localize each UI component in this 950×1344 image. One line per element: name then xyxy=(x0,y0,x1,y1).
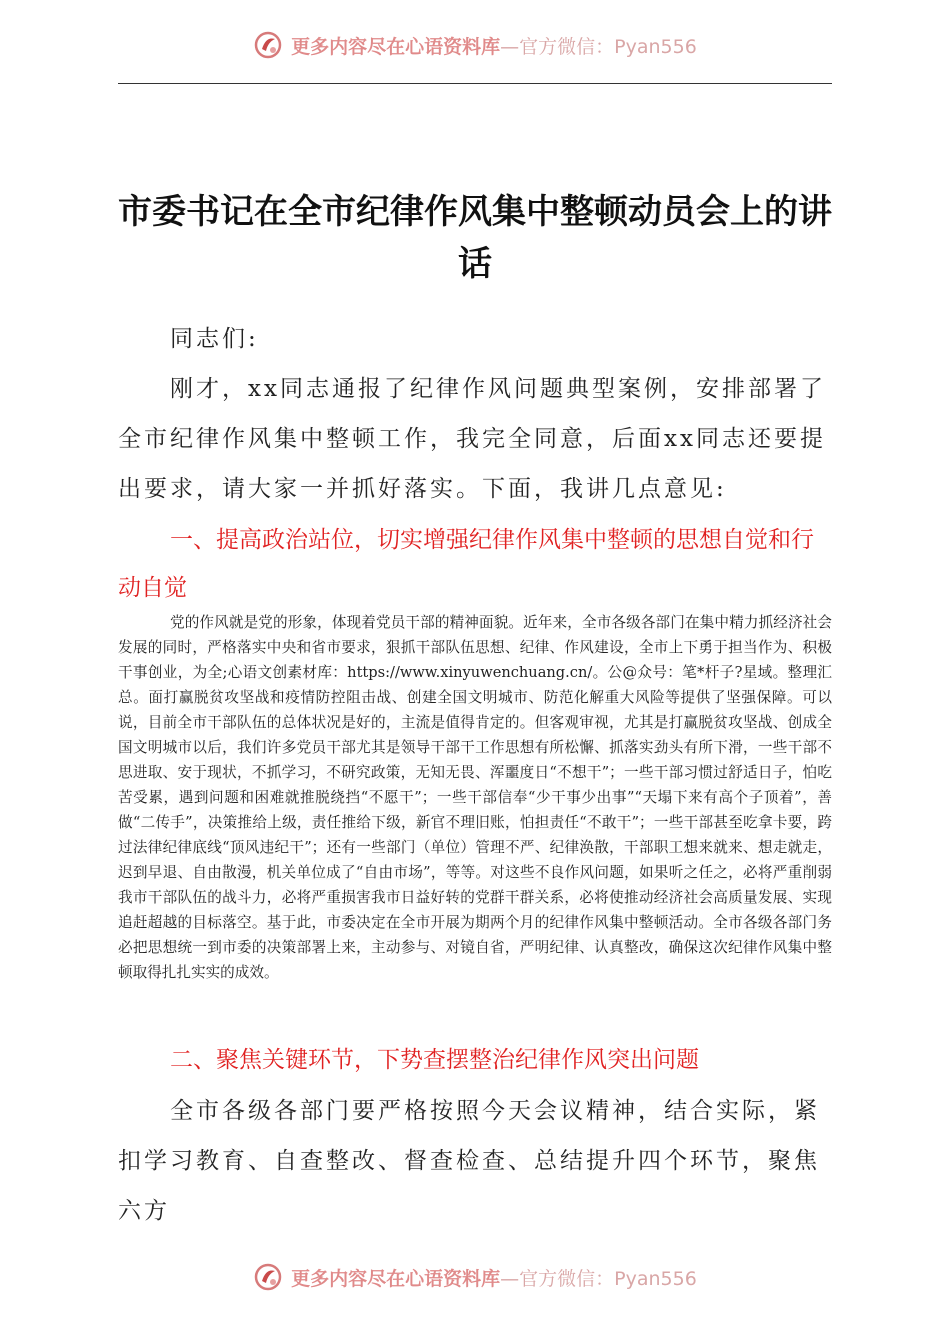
document-title: 市委书记在全市纪律作风集中整顿动员会上的讲话 xyxy=(118,192,832,284)
section-1-heading: 一、提高政治站位，切实增强纪律作风集中整顿的思想自觉和行动自觉 xyxy=(118,527,814,601)
footer-banner-brand: 更多内容尽在心语资料库 xyxy=(291,1267,501,1290)
footer-banner xyxy=(0,1262,950,1292)
header-banner-text xyxy=(291,32,697,59)
header-banner-suffix: —官方微信：Pyan556 xyxy=(500,35,697,58)
header-banner-brand: 更多内容尽在心语资料库 xyxy=(291,35,501,58)
xinyu-logo-icon xyxy=(253,30,283,60)
xinyu-logo-icon xyxy=(253,1262,283,1292)
greeting-text: 同志们: xyxy=(170,326,259,352)
section-2-heading: 二、聚焦关键环节，下势查摆整治纪律作风突出问题 xyxy=(170,1047,699,1073)
header-banner xyxy=(0,30,950,60)
header-divider xyxy=(118,83,832,84)
footer-banner-text xyxy=(291,1264,697,1291)
section-2-body: 全市各级各部门要严格按照今天会议精神，结合实际，紧扣学习教育、自查整改、督查检查、总结提升四个环节，聚焦六方 xyxy=(118,1098,820,1224)
section-1-body: 党的作风就是党的形象，体现着党员干部的精神面貌。近年来，全市各级各部门在集中精力抓经济社会发展的同时，严格落实中央和省市要求，狠抓干部队伍思想、纪律、作风建设，全市上下勇于担当作为、积极干事创业，为全;心语文创素材库：https://www.xinyuwenchuang.cn/。公@众号：笔*杆子?星域。整理汇总。面打赢脱贫攻坚战和疫情防控阻击战、创建全国文明城市、防范化解重大风险等提供了坚强保障。可以说，目前全市干部队伍的总体状况是好的，主流是值得肯定的。但客观审视，尤其是打赢脱贫攻坚战、创成全国文明城市以后，我们许多党员干部尤其是领导干部干工作思想有所松懈、抓落实劲头有所下滑，一些干部不思进取、安于现状，不抓学习，不研究政策，无知无畏、浑噩度日“不想干”；一些干部习惯过舒适日子，怕吃苦受累，遇到问题和困难就推脱绕挡“不愿干”；一些干部信奉“少干事少出事”“天塌下来有高个子顶着”，善做“二传手”，决策推给上级，责任推给下级，新官不理旧账，怕担责任“不敢干”；一些干部甚至吃拿卡要，跨过法律纪律底线“顶风违纪干”；还有一些部门（单位）管理不严、纪律涣散，干部职工想来就来、想走就走，迟到早退、自由散漫，机关单位成了“自由市场”，等等。对这些不良作风问题，如果听之任之，必将严重削弱我市干部队伍的战斗力，必将严重损害我市日益好转的党群干群关系，必将使推动经济社会高质量发展、实现追赶超越的目标落空。基于此，市委决定在全市开展为期两个月的纪律作风集中整顿活动。全市各级各部门务必把思想统一到市委的决策部署上来，主动参与、对镜自省，严明纪律、认真整改，确保这次纪律作风集中整顿取得扎扎实实的成效。 xyxy=(118,614,832,981)
footer-banner-suffix: —官方微信：Pyan556 xyxy=(500,1267,697,1290)
intro-paragraph: 刚才，xx同志通报了纪律作风问题典型案例，安排部署了全市纪律作风集中整顿工作，我完全同意，后面xx同志还要提出要求，请大家一并抓好落实。下面，我讲几点意见: xyxy=(118,376,826,502)
